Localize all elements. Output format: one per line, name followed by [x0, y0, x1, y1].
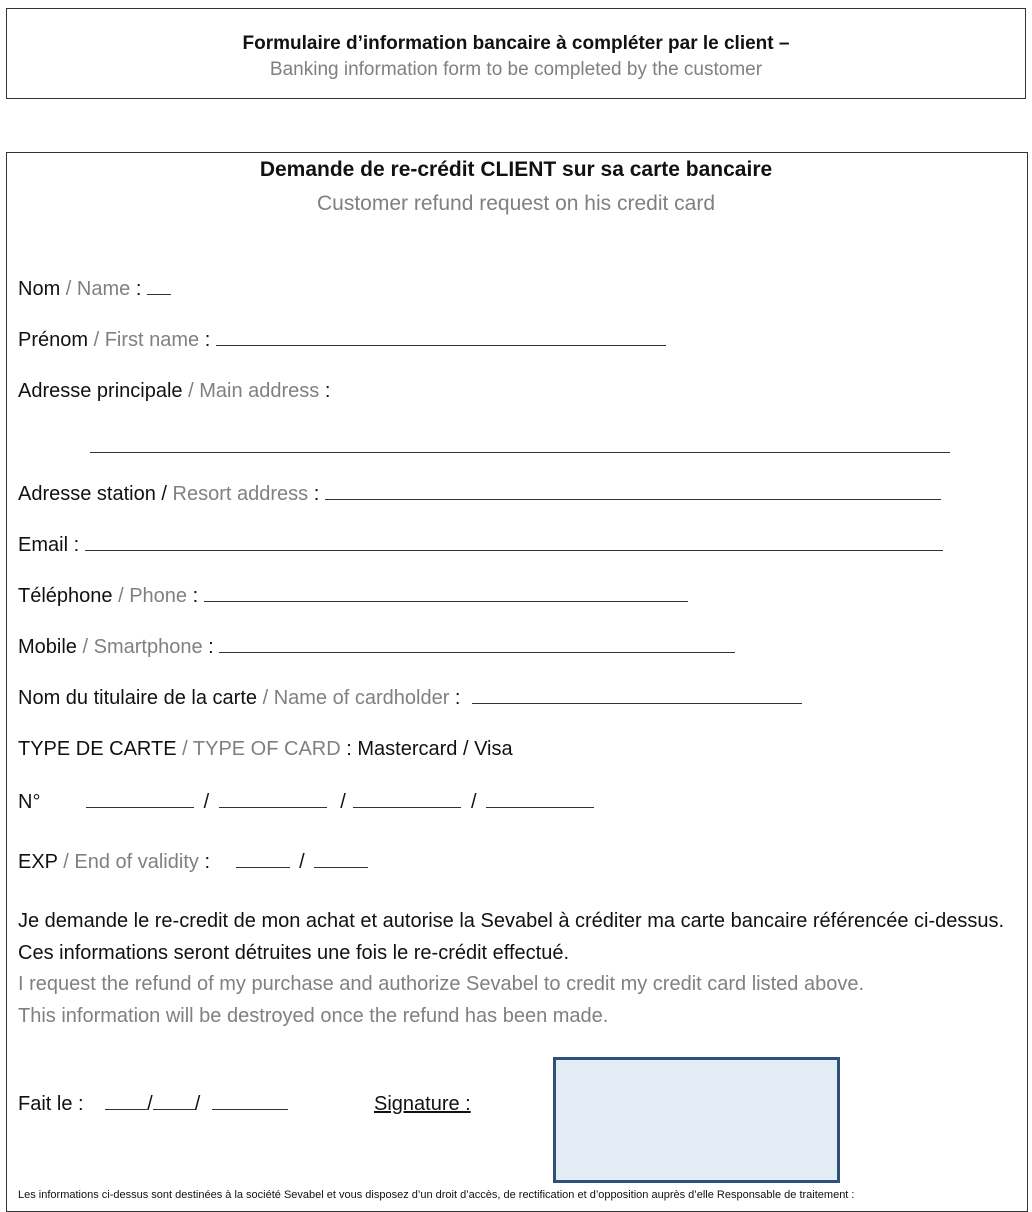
- sep: /: [82, 636, 89, 658]
- resort-address-colon: :: [313, 483, 320, 505]
- statement-en-line2: This information will be destroyed once the refund has been made.: [18, 1005, 609, 1027]
- expiry-colon: :: [204, 851, 210, 873]
- signature-label: Signature :: [374, 1093, 471, 1115]
- name-label-en: Name: [76, 278, 131, 300]
- cardholder-field[interactable]: [472, 685, 802, 704]
- card-number-part-4[interactable]: [486, 789, 594, 808]
- form-title-en: Customer refund request on his credit card: [316, 192, 716, 215]
- sep: /: [147, 1093, 153, 1115]
- main-address-colon: :: [324, 380, 331, 402]
- email-row: [18, 532, 943, 558]
- sep: /: [470, 791, 477, 813]
- card-type-label-fr: TYPE DE CARTE: [18, 738, 177, 760]
- resort-address-row: [18, 481, 941, 507]
- sep: /: [203, 791, 210, 813]
- statement-fr-line1: Je demande le re-credit de mon achat et autorise la Sevabel à créditer ma carte bancaire référencée ci-dessus.: [18, 910, 1005, 932]
- phone-row: [18, 583, 688, 609]
- card-type-row: [18, 736, 513, 762]
- expiry-label-en: End of validity: [74, 851, 199, 873]
- sep: /: [299, 851, 305, 873]
- date-year-field[interactable]: [212, 1091, 288, 1110]
- card-type-label-en: TYPE OF CARD: [192, 738, 341, 760]
- cardholder-row: [18, 685, 802, 711]
- sep: /: [188, 380, 194, 402]
- name-field[interactable]: [147, 276, 171, 295]
- sep: /: [182, 738, 188, 760]
- sep: /: [65, 278, 72, 300]
- sep: /: [194, 1093, 201, 1115]
- email-field[interactable]: [85, 532, 943, 551]
- sep: /: [63, 851, 69, 873]
- date-day-field[interactable]: [105, 1091, 147, 1110]
- sep: /: [93, 329, 100, 351]
- main-address-row: [18, 378, 330, 404]
- resort-address-label-en: Resort address: [172, 483, 309, 505]
- phone-label-fr: Téléphone: [18, 585, 113, 607]
- mobile-row: [18, 634, 735, 660]
- form-box: [6, 152, 1028, 1212]
- signature-box[interactable]: [553, 1057, 840, 1183]
- phone-colon: :: [192, 585, 199, 607]
- card-number-part-3[interactable]: [353, 789, 461, 808]
- card-number-row: [18, 789, 594, 815]
- sep: /: [262, 687, 269, 709]
- phone-label-en: Phone: [129, 585, 188, 607]
- card-number-part-1[interactable]: [86, 789, 194, 808]
- statement-fr-line2: Ces informations seront détruites une fois le re-crédit effectué.: [18, 942, 570, 964]
- name-row: [18, 276, 171, 302]
- phone-field[interactable]: [204, 583, 688, 602]
- card-number-part-2[interactable]: [219, 789, 327, 808]
- first-name-field[interactable]: [216, 327, 666, 346]
- resort-address-field[interactable]: [325, 481, 941, 500]
- sep: /: [340, 791, 346, 813]
- mobile-colon: :: [208, 636, 214, 658]
- main-address-field[interactable]: [90, 452, 950, 453]
- cardholder-label-en: Name of cardholder: [273, 687, 450, 709]
- mobile-label-fr: Mobile: [18, 636, 77, 658]
- expiry-row: [18, 849, 368, 875]
- mobile-field[interactable]: [219, 634, 735, 653]
- header-box: [6, 8, 1026, 99]
- card-number-label: N°: [18, 791, 41, 813]
- resort-address-label-fr: Adresse station /: [18, 483, 167, 505]
- date-month-field[interactable]: [153, 1091, 195, 1110]
- email-label: Email :: [18, 534, 80, 556]
- statement-en-line1: I request the refund of my purchase and authorize Sevabel to credit my credit card listed above.: [18, 973, 865, 995]
- header-title-en: Banking information form to be completed by the customer: [269, 59, 763, 80]
- expiry-month-field[interactable]: [236, 849, 290, 868]
- card-type-options[interactable]: : Mastercard / Visa: [346, 738, 513, 760]
- cardholder-label-fr: Nom du titulaire de la carte: [18, 687, 258, 709]
- done-on-label: Fait le :: [18, 1093, 84, 1115]
- form-title-fr: Demande de re-crédit CLIENT sur sa carte bancaire: [259, 158, 773, 181]
- mobile-label-en: Smartphone: [93, 636, 203, 658]
- expiry-label-fr: EXP: [18, 851, 58, 873]
- first-name-label-en: First name: [104, 329, 200, 351]
- first-name-row: [18, 327, 666, 353]
- first-name-label-fr: Prénom: [18, 329, 89, 351]
- main-address-label-fr: Adresse principale: [18, 380, 183, 402]
- cardholder-colon: :: [454, 687, 461, 709]
- name-colon: :: [135, 278, 142, 300]
- expiry-year-field[interactable]: [314, 849, 368, 868]
- name-label-fr: Nom: [18, 278, 61, 300]
- main-address-label-en: Main address: [199, 380, 320, 402]
- footnote: Les informations ci-dessus sont destinées à la société Sevabel et vous disposez d’un droit d’accès, de rectification et d’opposition auprès d’elle Responsable de traitement :: [18, 1189, 855, 1201]
- first-name-colon: :: [204, 329, 211, 351]
- header-title-fr: Formulaire d’information bancaire à compléter par le client –: [242, 33, 790, 54]
- date-row: [18, 1091, 288, 1117]
- sep: /: [118, 585, 124, 607]
